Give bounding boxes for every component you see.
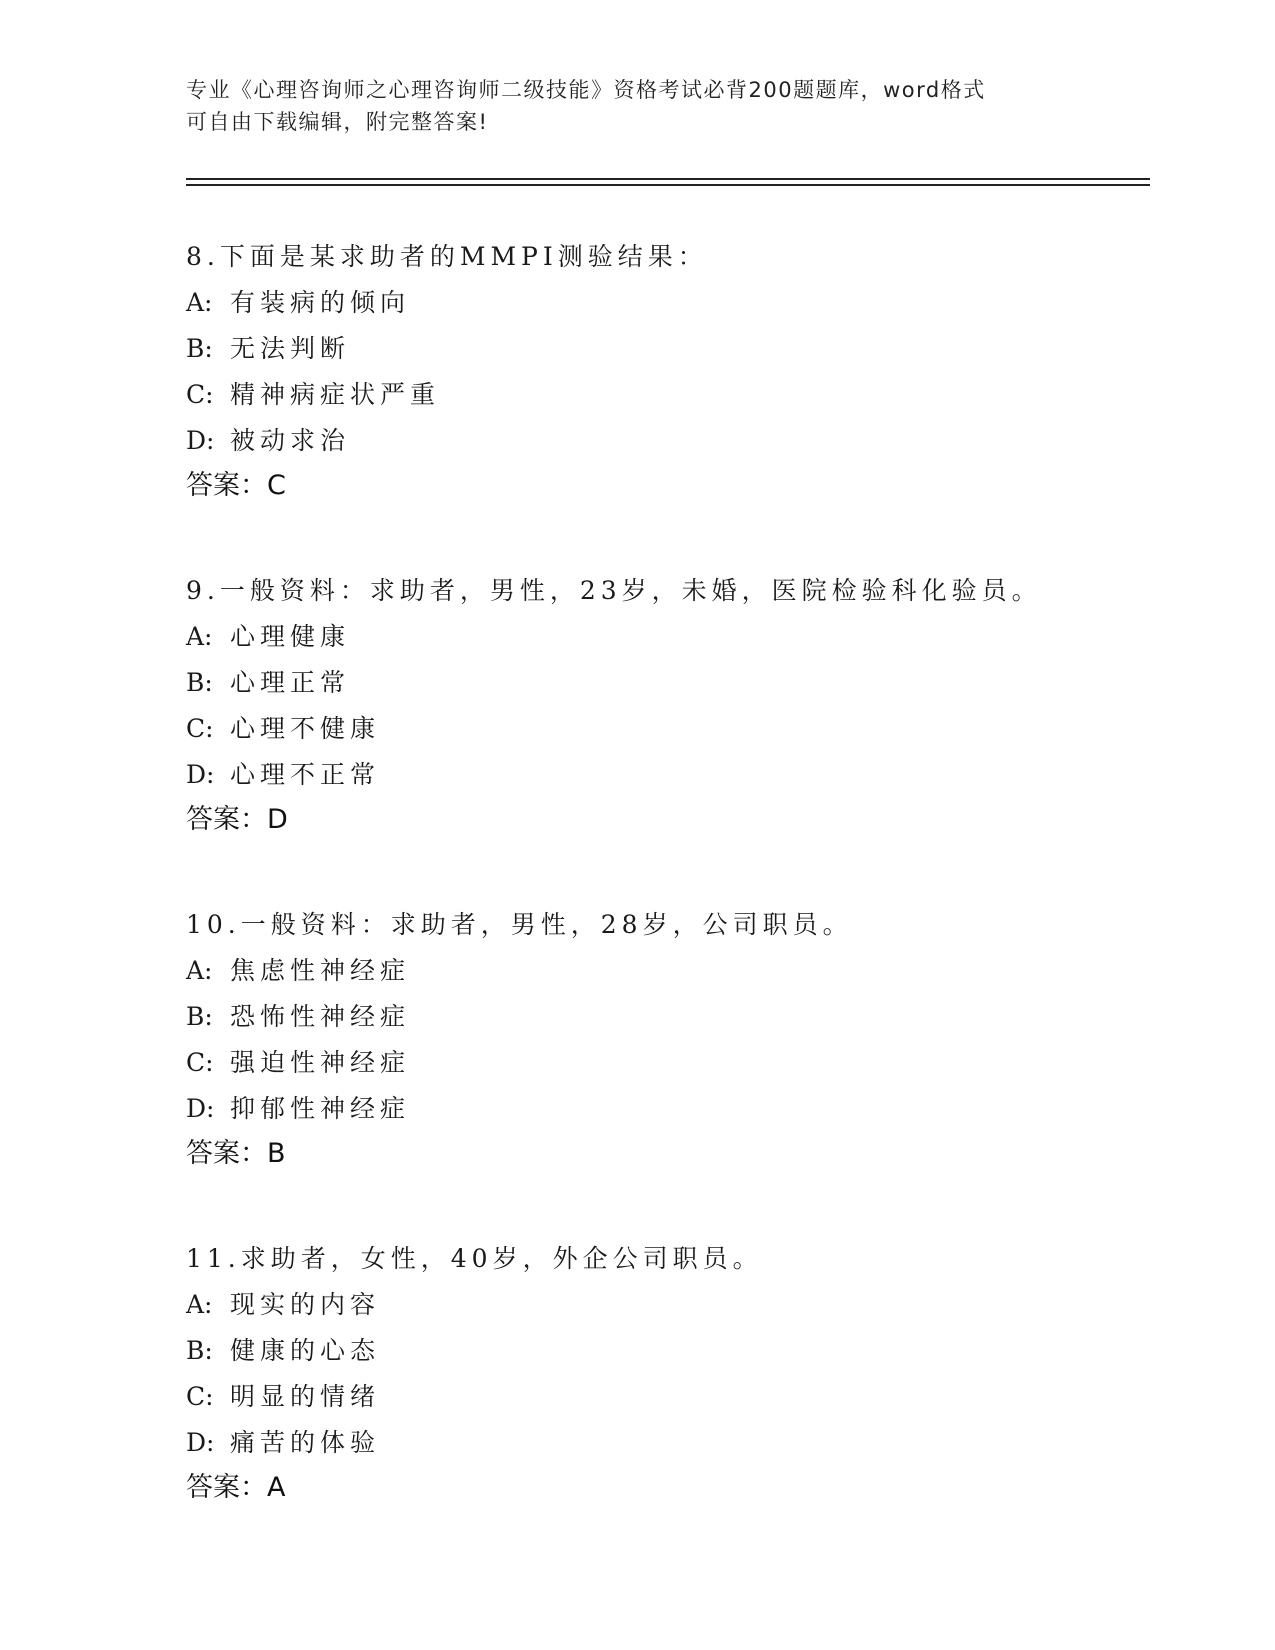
answer-line: 答案：A: [186, 1472, 286, 1503]
option-c: [186, 1040, 1146, 1086]
option-a: [186, 280, 1146, 326]
option-c: [186, 372, 1146, 418]
question-10: [186, 902, 1146, 1176]
question-stem: 10.一般资料：求助者，男性，28岁，公司职员。: [186, 910, 853, 939]
option-text: 健康的心态: [230, 1336, 381, 1365]
option-text: 心理不健康: [230, 714, 381, 743]
option-a: [186, 948, 1146, 994]
answer-line: 答案：D: [186, 804, 288, 835]
option-key: D:: [186, 426, 215, 455]
option-text: 心理正常: [230, 668, 351, 697]
option-d: [186, 1420, 1146, 1466]
option-key: B:: [186, 334, 213, 363]
option-text: 被动求治: [230, 426, 351, 455]
option-text: 焦虑性神经症: [230, 956, 411, 985]
option-d: [186, 418, 1146, 464]
option-key: B:: [186, 1002, 213, 1031]
option-key: C:: [186, 714, 214, 743]
option-key: D:: [186, 760, 215, 789]
question-9: [186, 568, 1146, 842]
option-b: [186, 994, 1146, 1040]
option-text: 强迫性神经症: [230, 1048, 411, 1077]
option-text: 心理不正常: [230, 760, 381, 789]
option-key: B:: [186, 668, 213, 697]
option-key: C:: [186, 1048, 214, 1077]
option-text: 抑郁性神经症: [230, 1094, 411, 1123]
option-key: A:: [186, 1290, 213, 1319]
option-key: C:: [186, 380, 214, 409]
header-line-1: 专业《心理咨询师之心理咨询师二级技能》资格考试必背200题题库，word格式: [186, 78, 986, 102]
option-text: 痛苦的体验: [230, 1428, 381, 1457]
question-stem: 9.一般资料：求助者，男性，23岁，未婚，医院检验科化验员。: [186, 576, 1042, 605]
option-c: [186, 1374, 1146, 1420]
option-a: [186, 614, 1146, 660]
answer-line: 答案：B: [186, 1138, 286, 1169]
option-key: D:: [186, 1094, 215, 1123]
header-divider-bottom: [186, 184, 1150, 186]
option-text: 心理健康: [230, 622, 351, 651]
document-header: [186, 74, 1086, 138]
option-b: [186, 1328, 1146, 1374]
option-d: [186, 752, 1146, 798]
question-stem: 11.求助者，女性，40岁，外企公司职员。: [186, 1244, 763, 1273]
question-stem: 8.下面是某求助者的MMPI测验结果：: [186, 242, 708, 271]
option-text: 恐怖性神经症: [230, 1002, 411, 1031]
header-divider-top: [186, 178, 1150, 180]
option-key: A:: [186, 622, 213, 651]
option-text: 有装病的倾向: [230, 288, 411, 317]
question-list: [186, 234, 1146, 1570]
answer-line: 答案：C: [186, 470, 286, 501]
option-c: [186, 706, 1146, 752]
option-text: 现实的内容: [230, 1290, 381, 1319]
option-key: A:: [186, 956, 213, 985]
option-key: A:: [186, 288, 213, 317]
option-text: 明显的情绪: [230, 1382, 381, 1411]
header-line-2: 可自由下载编辑，附完整答案!: [186, 110, 489, 134]
option-key: D:: [186, 1428, 215, 1457]
option-key: C:: [186, 1382, 214, 1411]
option-key: B:: [186, 1336, 213, 1365]
question-8: [186, 234, 1146, 508]
option-b: [186, 660, 1146, 706]
option-a: [186, 1282, 1146, 1328]
option-d: [186, 1086, 1146, 1132]
question-11: [186, 1236, 1146, 1510]
option-b: [186, 326, 1146, 372]
option-text: 无法判断: [230, 334, 351, 363]
option-text: 精神病症状严重: [230, 380, 441, 409]
